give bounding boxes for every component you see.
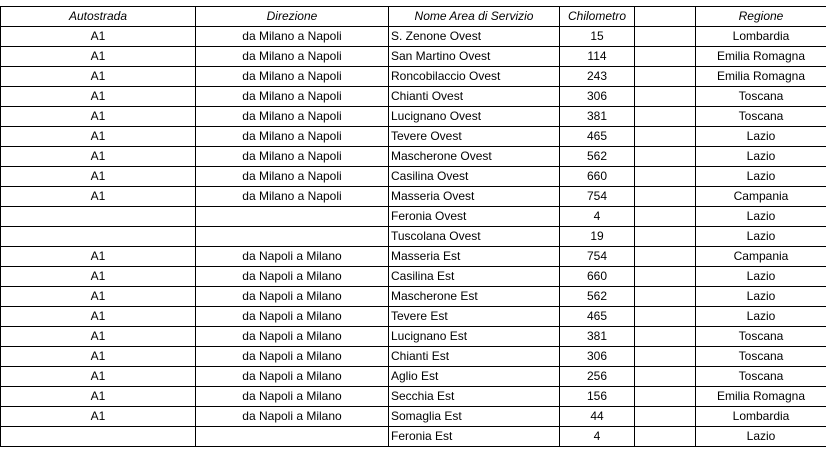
cell-area[interactable]: Casilina Ovest (389, 167, 560, 187)
header-area[interactable]: Nome Area di Servizio (389, 7, 560, 27)
cell-autostrada[interactable] (1, 207, 196, 227)
cell-area[interactable]: Mascherone Est (389, 287, 560, 307)
cell-autostrada[interactable]: A1 (1, 187, 196, 207)
cell-km[interactable]: 381 (560, 107, 635, 127)
cell-autostrada[interactable]: A1 (1, 407, 196, 427)
cell-regione[interactable]: Lazio (696, 227, 826, 247)
cell-autostrada[interactable]: A1 (1, 367, 196, 387)
cell-km[interactable]: 381 (560, 327, 635, 347)
cell-direzione[interactable]: da Milano a Napoli (196, 147, 389, 167)
cell-autostrada[interactable]: A1 (1, 167, 196, 187)
cell-direzione[interactable]: da Napoli a Milano (196, 367, 389, 387)
cell-regione[interactable]: Emilia Romagna (696, 47, 826, 67)
table-row (1, 347, 826, 367)
cell-autostrada[interactable]: A1 (1, 147, 196, 167)
cell-empty[interactable] (635, 187, 696, 207)
table-row (1, 327, 826, 347)
cell-direzione[interactable] (196, 207, 389, 227)
cell-autostrada[interactable] (1, 427, 196, 447)
table-row (1, 267, 826, 287)
table-row (1, 167, 826, 187)
cell-direzione[interactable]: da Milano a Napoli (196, 27, 389, 47)
cell-empty[interactable] (635, 367, 696, 387)
cell-regione[interactable]: Lazio (696, 307, 826, 327)
cell-autostrada[interactable]: A1 (1, 67, 196, 87)
cell-autostrada[interactable]: A1 (1, 47, 196, 67)
cell-direzione[interactable]: da Napoli a Milano (196, 407, 389, 427)
cell-autostrada[interactable]: A1 (1, 347, 196, 367)
table-row (1, 87, 826, 107)
header-autostrada[interactable]: Autostrada (1, 7, 196, 27)
cell-regione[interactable]: Campania (696, 187, 826, 207)
table-row (1, 247, 826, 267)
cell-direzione[interactable]: da Milano a Napoli (196, 47, 389, 67)
header-km[interactable]: Chilometro (560, 7, 635, 27)
cell-empty[interactable] (635, 327, 696, 347)
cell-direzione[interactable] (196, 427, 389, 447)
cell-direzione[interactable]: da Milano a Napoli (196, 67, 389, 87)
cell-empty[interactable] (635, 27, 696, 47)
cell-area[interactable]: Feronia Ovest (389, 207, 560, 227)
cell-area[interactable]: Somaglia Est (389, 407, 560, 427)
cell-direzione[interactable]: da Milano a Napoli (196, 107, 389, 127)
cell-direzione[interactable]: da Napoli a Milano (196, 247, 389, 267)
cell-empty[interactable] (635, 427, 696, 447)
cell-regione[interactable]: Toscana (696, 367, 826, 387)
table-row (1, 227, 826, 247)
cell-empty[interactable] (635, 67, 696, 87)
cell-regione[interactable]: Lombardia (696, 27, 826, 47)
cell-area[interactable]: Roncobilaccio Ovest (389, 67, 560, 87)
cell-area[interactable]: Casilina Est (389, 267, 560, 287)
cell-km[interactable]: 660 (560, 267, 635, 287)
service-areas-table (0, 6, 826, 447)
cell-empty[interactable] (635, 47, 696, 67)
cell-km[interactable]: 243 (560, 67, 635, 87)
cell-direzione[interactable]: da Milano a Napoli (196, 167, 389, 187)
cell-direzione[interactable]: da Milano a Napoli (196, 187, 389, 207)
cell-autostrada[interactable]: A1 (1, 107, 196, 127)
cell-regione[interactable]: Lazio (696, 427, 826, 447)
header-direzione[interactable]: Direzione (196, 7, 389, 27)
table-row (1, 127, 826, 147)
table-row (1, 187, 826, 207)
cell-autostrada[interactable] (1, 227, 196, 247)
cell-autostrada[interactable]: A1 (1, 247, 196, 267)
cell-regione[interactable]: Toscana (696, 107, 826, 127)
cell-empty[interactable] (635, 107, 696, 127)
cell-autostrada[interactable]: A1 (1, 267, 196, 287)
table-row (1, 387, 826, 407)
cell-km[interactable]: 562 (560, 287, 635, 307)
cell-km[interactable]: 754 (560, 187, 635, 207)
cell-regione[interactable]: Lazio (696, 167, 826, 187)
cell-direzione[interactable]: da Napoli a Milano (196, 307, 389, 327)
cell-area[interactable]: Chianti Ovest (389, 87, 560, 107)
cell-km[interactable]: 156 (560, 387, 635, 407)
cell-km[interactable]: 114 (560, 47, 635, 67)
cell-regione[interactable]: Emilia Romagna (696, 67, 826, 87)
cell-area[interactable]: Tevere Ovest (389, 127, 560, 147)
cell-empty[interactable] (635, 307, 696, 327)
cell-direzione[interactable] (196, 227, 389, 247)
cell-area[interactable]: San Martino Ovest (389, 47, 560, 67)
cell-km[interactable]: 19 (560, 227, 635, 247)
table-row (1, 407, 826, 427)
cell-area[interactable]: Lucignano Est (389, 327, 560, 347)
cell-km[interactable]: 306 (560, 347, 635, 367)
cell-km[interactable]: 44 (560, 407, 635, 427)
header-empty[interactable] (635, 7, 696, 27)
cell-regione[interactable]: Lazio (696, 127, 826, 147)
cell-regione[interactable]: Lazio (696, 267, 826, 287)
cell-empty[interactable] (635, 87, 696, 107)
cell-km[interactable]: 256 (560, 367, 635, 387)
cell-km[interactable]: 4 (560, 207, 635, 227)
cell-direzione[interactable]: da Milano a Napoli (196, 127, 389, 147)
cell-direzione[interactable]: da Napoli a Milano (196, 347, 389, 367)
cell-autostrada[interactable]: A1 (1, 387, 196, 407)
cell-autostrada[interactable]: A1 (1, 27, 196, 47)
cell-empty[interactable] (635, 387, 696, 407)
cell-empty[interactable] (635, 167, 696, 187)
cell-regione[interactable]: Lazio (696, 207, 826, 227)
cell-empty[interactable] (635, 287, 696, 307)
cell-empty[interactable] (635, 247, 696, 267)
cell-area[interactable]: Tevere Est (389, 307, 560, 327)
table-row (1, 147, 826, 167)
cell-km[interactable]: 15 (560, 27, 635, 47)
cell-direzione[interactable]: da Milano a Napoli (196, 87, 389, 107)
cell-autostrada[interactable]: A1 (1, 307, 196, 327)
cell-autostrada[interactable]: A1 (1, 287, 196, 307)
cell-area[interactable]: Chianti Est (389, 347, 560, 367)
cell-km[interactable]: 4 (560, 427, 635, 447)
cell-area[interactable]: Masseria Ovest (389, 187, 560, 207)
cell-area[interactable]: Mascherone Ovest (389, 147, 560, 167)
cell-regione[interactable]: Emilia Romagna (696, 387, 826, 407)
table-row (1, 307, 826, 327)
table-row (1, 287, 826, 307)
header-row (1, 7, 826, 27)
cell-autostrada[interactable]: A1 (1, 127, 196, 147)
cell-km[interactable]: 465 (560, 307, 635, 327)
cell-km[interactable]: 306 (560, 87, 635, 107)
table-row (1, 367, 826, 387)
cell-direzione[interactable]: da Napoli a Milano (196, 287, 389, 307)
table-row (1, 427, 826, 447)
cell-autostrada[interactable]: A1 (1, 327, 196, 347)
cell-km[interactable]: 660 (560, 167, 635, 187)
cell-km[interactable]: 465 (560, 127, 635, 147)
cell-empty[interactable] (635, 347, 696, 367)
cell-direzione[interactable]: da Napoli a Milano (196, 267, 389, 287)
table-row (1, 207, 826, 227)
cell-km[interactable]: 754 (560, 247, 635, 267)
cell-empty[interactable] (635, 147, 696, 167)
table-row (1, 67, 826, 87)
cell-direzione[interactable]: da Napoli a Milano (196, 387, 389, 407)
cell-regione[interactable]: Lazio (696, 147, 826, 167)
cell-km[interactable]: 562 (560, 147, 635, 167)
cell-area[interactable]: Aglio Est (389, 367, 560, 387)
cell-regione[interactable]: Lombardia (696, 407, 826, 427)
cell-area[interactable]: Feronia Est (389, 427, 560, 447)
cell-area[interactable]: Tuscolana Ovest (389, 227, 560, 247)
cell-empty[interactable] (635, 267, 696, 287)
cell-direzione[interactable]: da Napoli a Milano (196, 327, 389, 347)
cell-regione[interactable]: Toscana (696, 327, 826, 347)
table-header (1, 7, 826, 27)
cell-autostrada[interactable]: A1 (1, 87, 196, 107)
cell-regione[interactable]: Campania (696, 247, 826, 267)
cell-area[interactable]: Lucignano Ovest (389, 107, 560, 127)
cell-empty[interactable] (635, 127, 696, 147)
table-row (1, 27, 826, 47)
cell-empty[interactable] (635, 407, 696, 427)
cell-area[interactable]: Masseria Est (389, 247, 560, 267)
cell-regione[interactable]: Toscana (696, 347, 826, 367)
cell-regione[interactable]: Lazio (696, 287, 826, 307)
cell-area[interactable]: Secchia Est (389, 387, 560, 407)
cell-regione[interactable]: Toscana (696, 87, 826, 107)
table-row (1, 47, 826, 67)
table-body (1, 27, 826, 447)
table-row (1, 107, 826, 127)
cell-empty[interactable] (635, 227, 696, 247)
cell-empty[interactable] (635, 207, 696, 227)
cell-area[interactable]: S. Zenone Ovest (389, 27, 560, 47)
header-regione[interactable]: Regione (696, 7, 826, 27)
